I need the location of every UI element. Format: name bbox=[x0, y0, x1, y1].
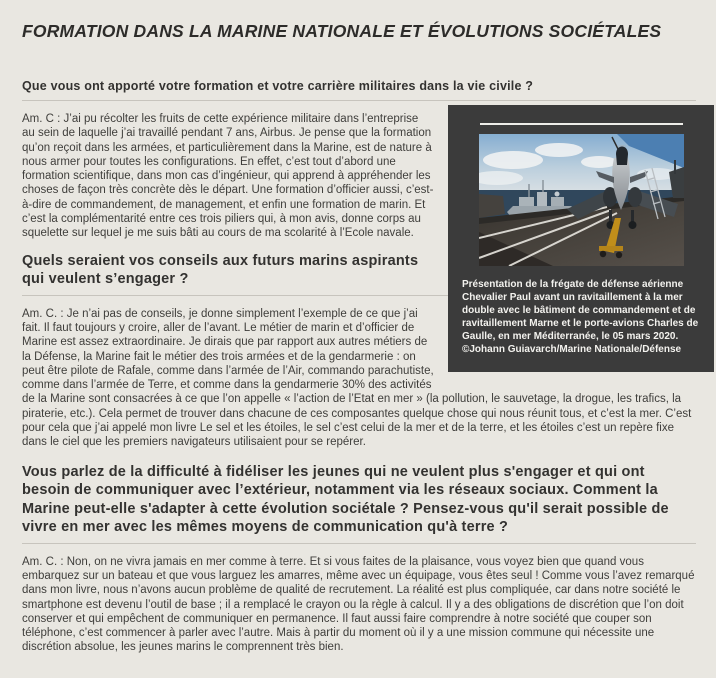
photo-illustration bbox=[479, 134, 684, 266]
photo-caption-text: Présentation de la frégate de défense aérienne Chevalier Paul avant un ravitaillement à la mer double avec le bâtiment de commandement et de ravitaillement Marne et le porte-avions Charles de Gaulle, en mer Méditerranée, le 05 mars 2020. bbox=[462, 279, 699, 342]
answer-1: Am. C : J’ai pu récolter les fruits de cette expérience militaire dans l’entreprise au sein de laquelle j’ai travaillé pendant 7 ans, Airbus. Je pense que la formation qu’on reçoit dans les armées, et particulièrement dans la Marine, est de nature à nous armer pour toutes les configurations. En effet, c’est tout d’abord une formation scientifique, dans mon cas d’ingénieur, qui apprend à appréhender les choses de façon très concrète dès le départ. Une formation d’officier aussi, c’est-à-dire de commandement, de management, et enfin une formation de marin. Et c’est la complémentarité entre ces trois piliers qui, à mon avis, donne corps au squelette sur lequel je me suis bâti au cours de ma scolarité à l’Ecole navale. bbox=[22, 113, 434, 240]
question-2: Quels seraient vos conseils aux futurs marins aspirants qui veulent s’engager ? bbox=[22, 252, 696, 296]
photo-top-rule bbox=[480, 123, 683, 125]
photo-caption bbox=[462, 278, 700, 372]
canopy bbox=[616, 147, 628, 166]
tow-dolly-wheel-right bbox=[615, 252, 621, 258]
left-structure bbox=[479, 194, 505, 218]
interview-body bbox=[22, 78, 699, 655]
right-wheel bbox=[628, 221, 636, 229]
carrier-deck-photo bbox=[479, 134, 684, 266]
tow-dolly-wheel-left bbox=[599, 251, 605, 257]
qa-section-3 bbox=[22, 463, 696, 655]
question-3: Vous parlez de la difficulté à fidéliser les jeunes qui ne veulent plus s'engager et qui ont besoin de communiquer avec l’extérieur, notamment via les réseaux sociaux. Comment la Marine peut-elle s'adapter à cette évolution sociétale ? Pensez-vous qu'il serait possible de vivre en mer avec les mêmes moyens de communication qu'à terre ? bbox=[22, 463, 696, 544]
answer-3: Am. C. : Non, on ne vivra jamais en mer comme à terre. Et si vous faites de la plaisance, vous voyez bien que quand vous embarquez sur un bateau et que vous larguez les amarres, même avec un équipage, vous êtes seul ! Comme vous l’avez remarqué dans mon livre, nous n’avons aucun problème de qualité de recrutement. La réalité est plus compliquée, car dans notre société le smartphone est devenu l’outil de base ; il a remplacé le crayon ou la règle à calcul. Il y a des obligations de discrétion que l’on doit conserver et qui empêchent de communiquer en permanence. Il faut aussi faire comprendre à notre société que couper son téléphone, c’est commencer à parler avec l’autre. Mais à partir du moment où il y a une mission commune qui nécessite une discrétion absolue, les jeunes marins le comprennent très bien. bbox=[22, 555, 695, 654]
page-title: FORMATION DANS LA MARINE NATIONALE ET ÉVOLUTIONS SOCIÉTALES bbox=[22, 21, 662, 41]
answer-2: Am. C. : Je n’ai pas de conseils, je donne simplement l’exemple de ce que j’ai fait. Il faut toujours y croire, aller de l’avant. Le métier de marin et d’officier de Marine est assez extraordinaire. Je dirais que par rapport aux autres métiers de la Défense, la Marine fait le métier des trois armées et de la gendarmerie : on peut être pilote de Rafale, comme dans l’armée de l’Air, commando parachutiste, comme dans l’armée de Terre, et comme dans la gendarmerie 30% des activités de la Marine sont consacrées à ce que l’on appelle « l’action de l’Etat en mer » (la pollution, le sauvetage, la drogue, les trafics, la piraterie, etc.). Cela permet de trouver dans chacune de ces composantes quelque chose qui nous réunit tous, et c’est la mer. C’est pour cela que j’ai appelé mon livre Le sel et les étoiles, le sel c’est celui de la mer et de la terre, et les étoiles c’est un repère fixe dans le ciel que les premiers navigateurs utilisaient pour se repérer. bbox=[22, 307, 692, 449]
tow-bar-cross bbox=[599, 246, 623, 251]
question-1: Que vous ont apporté votre formation et votre carrière militaires dans la vie civile ? bbox=[22, 78, 696, 101]
right-intake bbox=[628, 187, 642, 207]
photo-credit: ©Johann Guiavarch/Marine Nationale/Défense bbox=[462, 344, 682, 355]
photo-figure bbox=[448, 105, 714, 372]
